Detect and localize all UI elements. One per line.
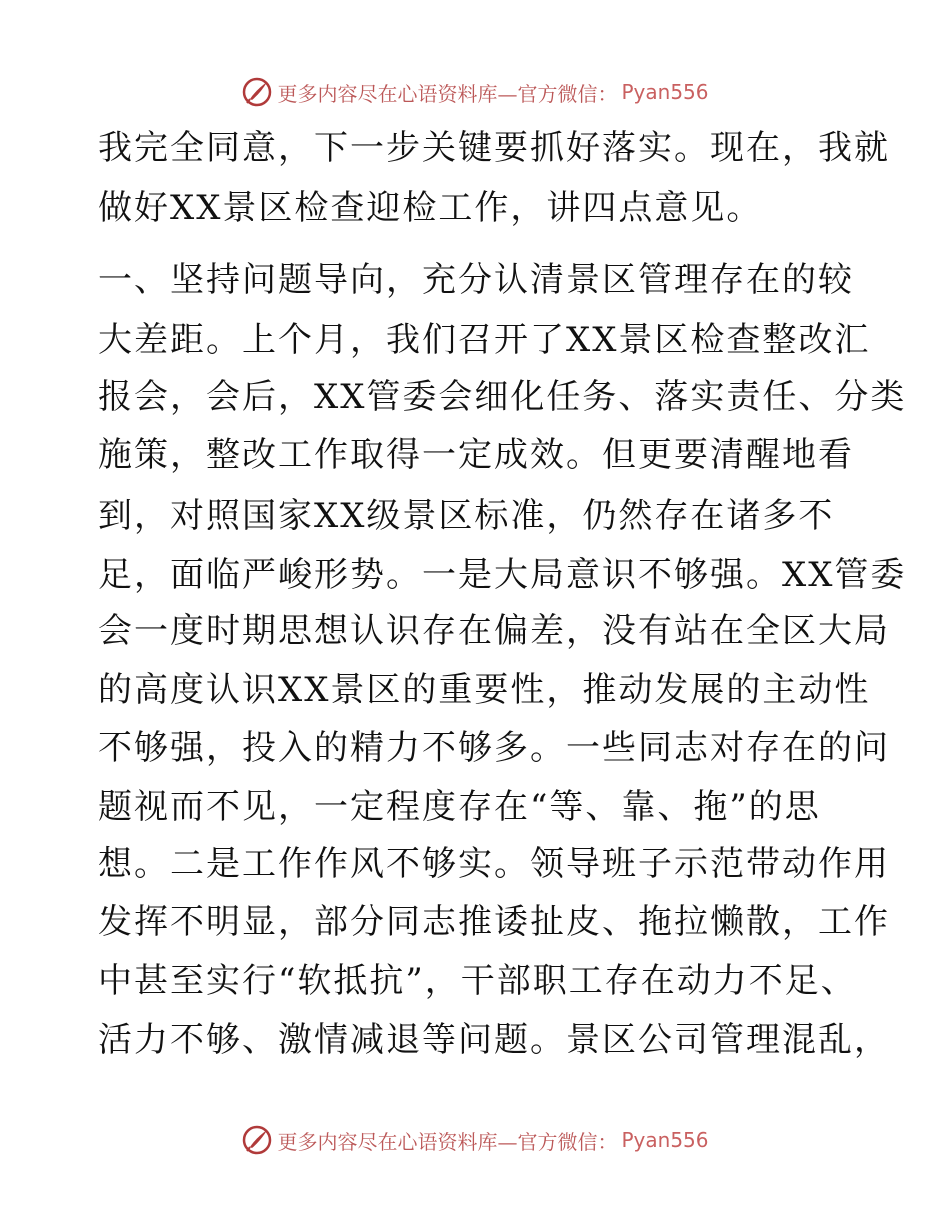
- quill-circle-icon: [241, 1124, 273, 1156]
- quill-circle-icon: [241, 76, 273, 108]
- watermark-wechat-id: Pyan556: [621, 1128, 709, 1152]
- footer-watermark: [0, 1120, 950, 1160]
- text-line: 施策，整改工作取得一定成效。但更要清醒地看: [98, 435, 854, 475]
- text-line: 活力不够、激情减退等问题。景区公司管理混乱，: [98, 1020, 890, 1060]
- text-line: 做好XX景区检查迎检工作，讲四点意见。: [98, 188, 763, 228]
- text-line: 中甚至实行“软抵抗”，干部职工存在动力不足、: [98, 961, 857, 1001]
- watermark-wechat-id: Pyan556: [621, 80, 709, 104]
- text-line: 报会，会后，XX管委会细化任务、落实责任、分类: [98, 377, 907, 417]
- header-watermark: [0, 72, 950, 112]
- text-line: 会一度时期思想认识存在偏差，没有站在全区大局: [98, 611, 890, 651]
- text-line: 足，面临严峻形势。一是大局意识不够强。XX管委: [98, 555, 907, 595]
- watermark-text: 更多内容尽在心语资料库—官方微信：: [277, 81, 618, 106]
- text-line: 大差距。上个月，我们召开了XX景区检查整改汇: [98, 320, 871, 360]
- text-line: 我完全同意，下一步关键要抓好落实。现在，我就: [98, 128, 890, 168]
- text-line: 到，对照国家XX级景区标准，仍然存在诸多不: [98, 496, 835, 536]
- text-line: 一、坚持问题导向，充分认清景区管理存在的较: [98, 260, 854, 300]
- text-line: 不够强，投入的精力不够多。一些同志对存在的问: [98, 728, 890, 768]
- text-line: 发挥不明显，部分同志推诿扯皮、拖拉懒散，工作: [98, 902, 890, 942]
- text-line: 题视而不见，一定程度存在“等、靠、拖”的思: [98, 787, 821, 827]
- text-line: 想。二是工作作风不够实。领导班子示范带动作用: [98, 844, 890, 884]
- watermark-text: 更多内容尽在心语资料库—官方微信：: [277, 1129, 618, 1154]
- text-line: 的高度认识XX景区的重要性，推动发展的主动性: [98, 670, 871, 710]
